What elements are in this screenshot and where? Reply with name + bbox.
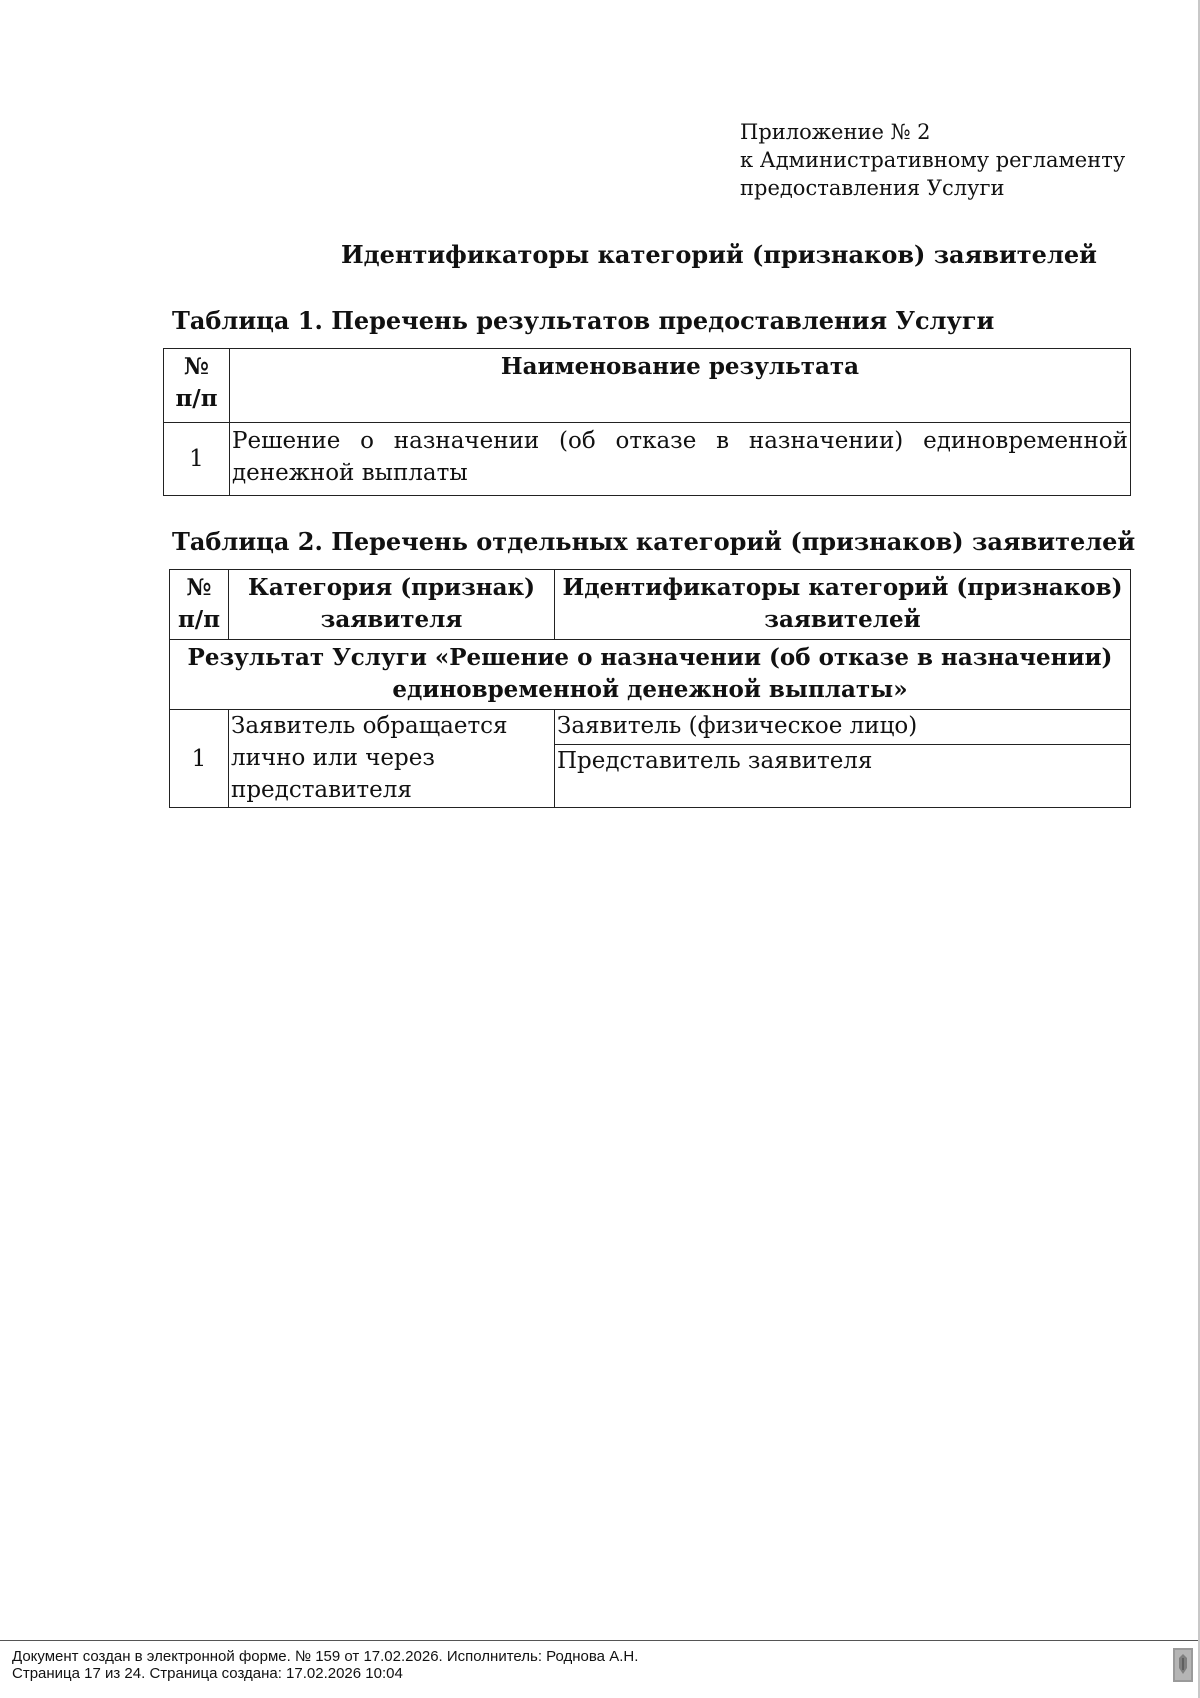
document-title: Идентификаторы категорий (признаков) заявителей xyxy=(341,240,1097,269)
row-number: 1 xyxy=(170,710,229,808)
appendix-note xyxy=(740,118,1125,202)
header-identifiers-cell xyxy=(555,570,1131,640)
row-number: 1 xyxy=(164,423,230,496)
header-category-cell xyxy=(229,570,555,640)
footer-line-2: Страница 17 из 24. Страница создана: 17.02.2026 10:04 xyxy=(12,1665,403,1682)
header-category-line-2: заявителя xyxy=(320,606,463,633)
appendix-line-3: предоставления Услуги xyxy=(740,176,1005,200)
table-1-caption: Таблица 1. Перечень результатов предоставления Услуги xyxy=(172,306,995,335)
header-result-name: Наименование результата xyxy=(230,349,1131,423)
coat-of-arms-icon xyxy=(1173,1648,1193,1682)
header-number-cell xyxy=(164,349,230,423)
header-identifiers-line-2: заявителей xyxy=(764,606,921,633)
header-number-line-1: № xyxy=(186,574,212,601)
category-identifier-1: Заявитель (физическое лицо) xyxy=(555,710,1131,745)
result-group-cell xyxy=(170,640,1131,710)
document-footer xyxy=(12,1648,638,1682)
table-row xyxy=(170,710,1131,745)
footer-divider xyxy=(0,1640,1198,1641)
result-name: Решение о назначении (об отказе в назначении) единовременной денежной выплаты xyxy=(230,423,1131,496)
appendix-line-2: к Административному регламенту xyxy=(740,148,1126,172)
header-number-line-2: п/п xyxy=(175,385,218,412)
table-row xyxy=(164,423,1131,496)
results-table xyxy=(163,348,1131,496)
header-identifiers-line-1: Идентификаторы категорий (признаков) xyxy=(562,574,1123,601)
appendix-line-1: Приложение № 2 xyxy=(740,120,931,144)
table-header-row xyxy=(164,349,1131,423)
table-header-row xyxy=(170,570,1131,640)
applicant-category: Заявитель обращается лично или через представителя xyxy=(229,710,555,808)
category-identifier-2: Представитель заявителя xyxy=(555,745,1131,808)
header-number-cell xyxy=(170,570,229,640)
header-number-line-2: п/п xyxy=(177,606,221,633)
result-group-line-1: Результат Услуги «Решение о назначении (об отказе в назначении) xyxy=(187,644,1113,671)
categories-table xyxy=(169,569,1131,808)
header-category-line-1: Категория (признак) xyxy=(247,574,536,601)
table-2-caption: Таблица 2. Перечень отдельных категорий (признаков) заявителей xyxy=(172,527,1136,556)
footer-line-1: Документ создан в электронной форме. № 159 от 17.02.2026. Исполнитель: Роднова А.Н. xyxy=(12,1648,639,1665)
result-group-line-2: единовременной денежной выплаты» xyxy=(392,676,908,703)
result-group-row xyxy=(170,640,1131,710)
header-number-line-1: № xyxy=(184,353,209,380)
